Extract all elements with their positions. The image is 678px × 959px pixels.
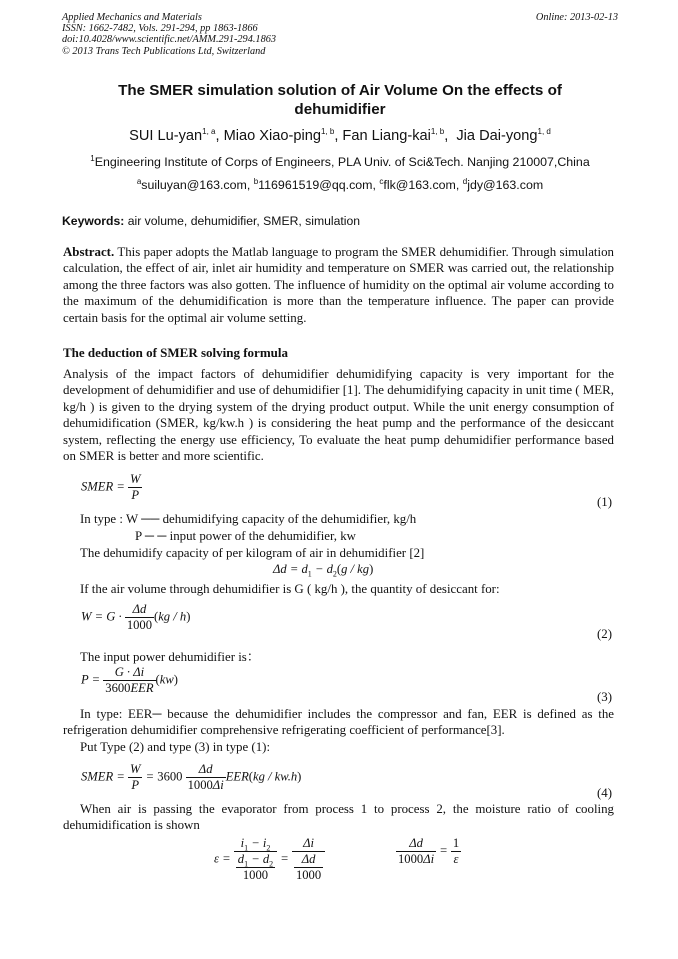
journal-name: Applied Mechanics and Materials — [62, 12, 202, 23]
copyright: © 2013 Trans Tech Publications Ltd, Switzerland — [62, 45, 266, 57]
in-type-p: P ─ ─ input power of the dehumidifier, kw — [135, 529, 356, 543]
email-sup: d — [462, 176, 468, 186]
keywords-label: Keywords: — [62, 214, 125, 228]
email: suiluyan@163.com — [141, 178, 247, 192]
author-sup: 1, a — [202, 127, 216, 137]
keywords-text: air volume, dehumidifier, SMER, simulation — [127, 214, 361, 228]
dehumidify-capacity-text: The dehumidify capacity of per kilogram of air in dehumidifier [2] — [80, 546, 425, 560]
in-type-w: In type : W ── dehumidifying capacity of the dehumidifier, kg/h — [80, 512, 417, 526]
title-line-1: The SMER simulation solution of Air Volume On the effects of — [118, 82, 562, 99]
issn: ISSN: 1662-7482, Vols. 291-294, pp 1863-1866 — [62, 23, 258, 35]
author-sup: 1, d — [537, 127, 551, 137]
author-name: SUI Lu-yan — [129, 128, 203, 144]
substitution-text: Put Type (2) and type (3) in type (1): — [80, 740, 271, 754]
doi: doi:10.4028/www.scientific.net/AMM.291-294.1863 — [62, 34, 277, 46]
author-sup: 1, b — [320, 127, 335, 137]
author-list: SUI Lu-yan$^{1, a}$, Miao Xiao-ping$^{1, b}$, Fan Liang-kai$^{1, b}$, Jia Dai-yong$^{1, d}$ — [129, 127, 551, 144]
online-date: Online: 2013-02-13 — [535, 12, 618, 23]
keywords — [62, 214, 618, 228]
title-line-2: dehumidifier — [294, 101, 386, 118]
abstract-text: This paper adopts the Matlab language to program the SMER dehumidifier. Through simulation calculation, the effect of air, inlet air humidity and temperature on SMER was carried out, the relationship among the three factors was also gotten. The influence of humidity on the optimal air volume according to the maximum of the dehumidification is more than the temperature influence. The paper can provide certain basis for the optimal air volume setting. — [63, 245, 614, 325]
in-type-eer-line-2: refrigeration dehumidifier comprehensive refrigerating coefficient of performance[3]. — [63, 723, 505, 737]
equation-1: SMER = $\frac{W}{P}$ — [81, 472, 141, 502]
section-title: The deduction of SMER solving formula — [63, 345, 288, 360]
equation-2-number: (2) — [597, 627, 613, 641]
author-name: Miao Xiao-ping — [223, 128, 321, 144]
moisture-ratio-line-2: dehumidification is shown — [63, 818, 200, 832]
moisture-ratio-equation: ε = $\frac{i_1 - i_2}{\frac{d_1 - d_2}{1000}}$ = $\frac{\Delta i}{\frac{\Delta d}{1000}}$ — [214, 836, 325, 883]
email: 116961519@qq.com — [258, 178, 373, 192]
moisture-ratio-line-1: When air is passing the evaporator from process 1 to process 2, the moisture ratio of cooling — [80, 802, 614, 816]
affiliation-sup: 1 — [90, 153, 95, 163]
journal-header — [62, 12, 618, 57]
email: flk@163.com — [383, 178, 456, 192]
equation-3: P = $\frac{G \cdot \Delta i}{\text{3600EER}}$ (kw) — [81, 665, 178, 695]
abstract — [63, 244, 614, 326]
author-name: Jia Dai-yong — [456, 128, 538, 144]
in-type-eer-line-1: In type: EER─ because the dehumidifier includes the compressor and fan, EER is defined as the — [80, 707, 614, 721]
affiliation-text: Engineering Institute of Corps of Engineers, PLA Univ. of Sci&Tech. Nanjing 210007,China — [94, 155, 590, 169]
air-volume-text: If the air volume through dehumidifier is G ( kg/h ), the quantity of desiccant for: — [80, 582, 500, 596]
email-sup: c — [379, 176, 384, 186]
equation-2: W = G · $\frac{\Delta d}{1000}$ (kg / h) — [81, 602, 191, 632]
affiliation — [62, 155, 618, 169]
equation-3-number: (3) — [597, 690, 613, 704]
abstract-label: Abstract. — [63, 245, 115, 259]
epsilon-inverse-equation: $\frac{\Delta d}{1000\Delta i}$ = $\frac{1}{\varepsilon}$ — [398, 836, 460, 866]
equation-4: SMER = $\frac{W}{P}$ = 3600 $\frac{\Delta d}{1000\Delta i}$ EER(kg / kw.h) — [81, 762, 302, 792]
equation-1-number: (1) — [597, 495, 613, 509]
author-sup: 1, b — [430, 127, 445, 137]
email-sup: b — [253, 176, 259, 186]
delta-d-equation: $\Delta d = d_1 - d_2(g / kg)$ — [273, 562, 374, 579]
email-sup: a — [136, 176, 142, 186]
input-power-text: The input power dehumidifier is： — [80, 650, 260, 664]
paper-title — [62, 81, 618, 119]
equation-4-number: (4) — [597, 786, 613, 800]
author-name: Fan Liang-kai — [342, 128, 431, 144]
email-list: $^a$suiluyan@163.com, $^b$116961519@qq.com, $^c$flk@163.com, $^d$jdy@163.com — [136, 176, 544, 192]
section-paragraph: Analysis of the impact factors of dehumidifier dehumidifying capacity is very important for the development of dehumidifier and use of dehumidifier [1]. The dehumidifying capacity in unit time ( MER, kg/h ) is given to the drying system of the drying product output. While the unit energy consumption of dehumidification (SMER, kg/kw.h ) is considering the heat pump and the performance of the desiccant system, reflecting the energy use efficiency, To evaluate the heat pump dehumidifier performance based on SMER is better and more scientific. — [63, 367, 614, 464]
email: jdy@163.com — [467, 178, 544, 192]
